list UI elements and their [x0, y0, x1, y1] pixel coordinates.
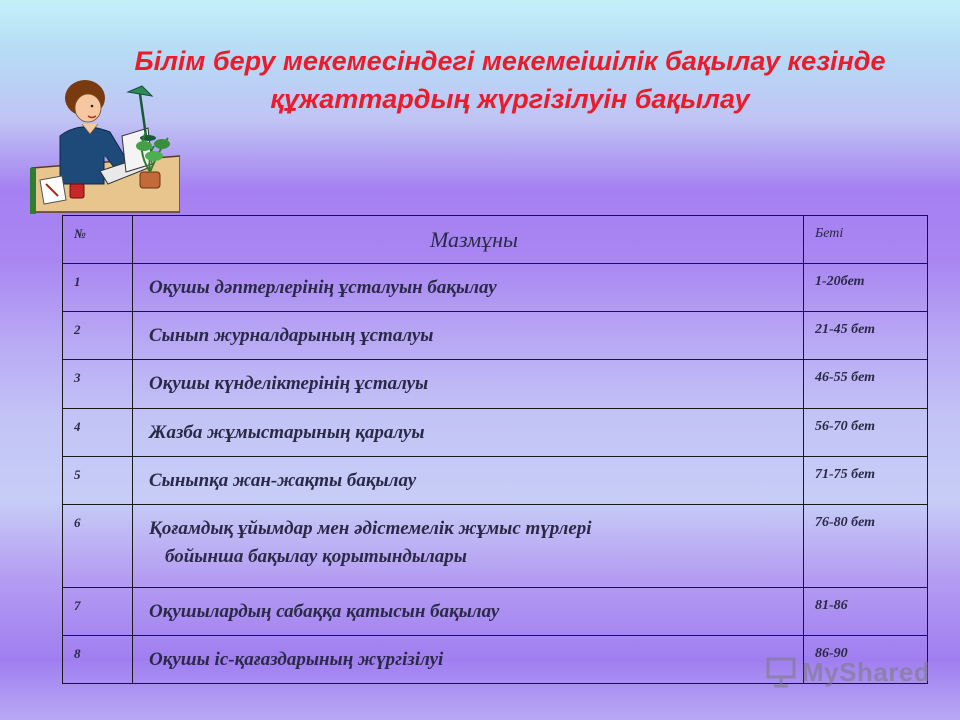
header-content: Мазмұны	[133, 216, 804, 264]
watermark	[764, 652, 930, 692]
row-number: 4	[63, 408, 133, 456]
title-line-2: құжаттардың жүргізілуін бақылау	[270, 84, 750, 114]
row-page: 71-75 бет	[804, 456, 928, 504]
table-row	[63, 587, 928, 635]
presentation-board-icon	[764, 655, 798, 689]
woman-at-desk-clipart-icon	[30, 76, 180, 214]
table-header-row	[63, 216, 928, 264]
row-page: 21-45 бет	[804, 312, 928, 360]
row-content: Оқушы іс-қағаздарының жүргізілуі	[133, 635, 804, 683]
row-page: 56-70 бет	[804, 408, 928, 456]
row-number: 3	[63, 360, 133, 408]
table-row	[63, 312, 928, 360]
contents-table	[62, 215, 928, 684]
table-row	[63, 408, 928, 456]
watermark-text: MyShared	[802, 656, 931, 687]
row-page: 76-80 бет	[804, 504, 928, 587]
header-number: №	[63, 216, 133, 264]
row-page: 81-86	[804, 587, 928, 635]
row-number: 7	[63, 587, 133, 635]
row-content: Оқушы дәптерлерінің ұсталуын бақылау	[133, 264, 804, 312]
row-number: 2	[63, 312, 133, 360]
row-content	[133, 504, 804, 587]
row-number: 5	[63, 456, 133, 504]
title-line-1: Білім беру мекемесіндегі мекемеішілік бақылау кезінде	[134, 46, 886, 76]
row-number: 8	[63, 635, 133, 683]
row-content: Оқушылардың сабаққа қатысын бақылау	[133, 587, 804, 635]
table-row	[63, 360, 928, 408]
row-content-line-1: Қоғамдық ұйымдар мен әдістемелік жұмыс түрлері	[149, 517, 592, 539]
header-page: Беті	[804, 216, 928, 264]
row-page: 1-20бет	[804, 264, 928, 312]
row-content-line-2: бойынша бақылау қорытындылары	[165, 545, 467, 567]
row-number: 6	[63, 504, 133, 587]
row-content: Жазба жұмыстарының қаралуы	[133, 408, 804, 456]
row-page: 46-55 бет	[804, 360, 928, 408]
row-content: Сыныпқа жан-жақты бақылау	[133, 456, 804, 504]
table-row	[63, 264, 928, 312]
row-number: 1	[63, 264, 133, 312]
table-row	[63, 504, 928, 587]
table-row	[63, 456, 928, 504]
row-page: 86-90	[804, 635, 928, 683]
row-content: Сынып журналдарының ұсталуы	[133, 312, 804, 360]
row-content: Оқушы күнделіктерінің ұсталуы	[133, 360, 804, 408]
